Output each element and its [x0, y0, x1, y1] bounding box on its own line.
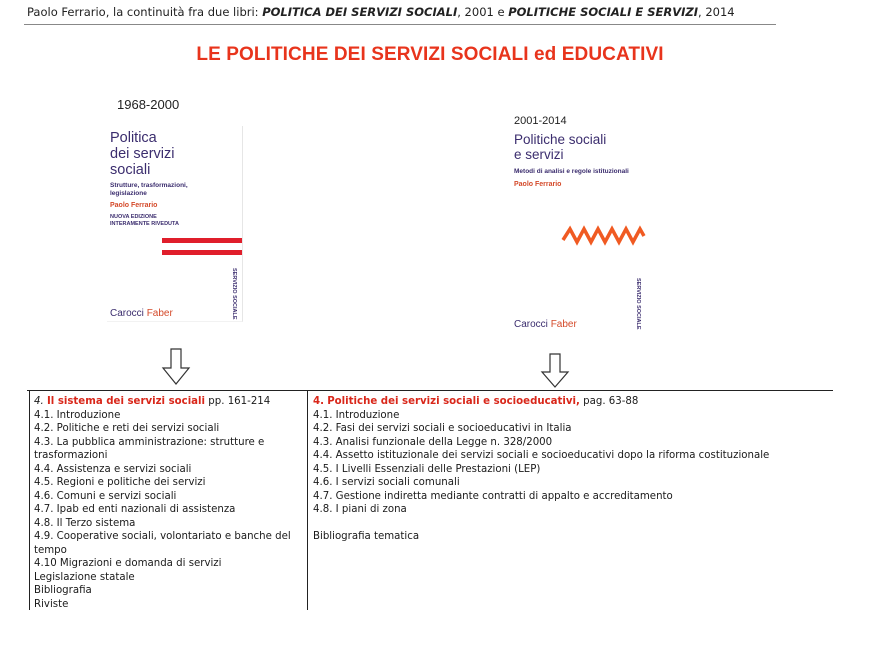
down-arrow-icon — [540, 353, 570, 389]
period-right: 2001-2014 — [514, 115, 567, 127]
header-year2: , 2014 — [698, 5, 735, 19]
chapter-number: 4. — [34, 396, 44, 407]
publisher-imprint: Faber — [146, 308, 173, 319]
header-prefix: Paolo Ferrario, la continuità fra due libri: — [27, 5, 263, 19]
toc-comparison-table — [27, 390, 833, 610]
list-item: Legislazione statale — [34, 571, 135, 583]
publisher-imprint: Faber — [550, 319, 577, 330]
list-item: 4.2. Politiche e reti dei servizi sociali — [34, 423, 220, 434]
book-right-author: Paolo Ferrario — [514, 181, 562, 188]
list-spacer — [313, 517, 835, 531]
publisher-name: Carocci — [514, 319, 551, 330]
chapter-pages: pp. 161-214 — [205, 396, 271, 407]
toc-column-left — [29, 391, 312, 610]
list-item: Bibliografia — [34, 585, 92, 596]
book-left-subtitle: Strutture, trasformazioni, legislazione — [110, 182, 188, 197]
book-cover-left — [107, 126, 243, 322]
book-right-publisher — [514, 319, 577, 330]
list-item: 4.4. Assistenza e servizi sociali — [34, 463, 192, 475]
zigzag-logo-icon — [561, 224, 646, 246]
toc-column-right — [307, 391, 835, 610]
header-divider — [24, 24, 776, 25]
page-title: LE POLITICHE DEI SERVIZI SOCIALI ed EDUCATIVI — [196, 44, 664, 65]
accent-bar-top — [162, 238, 242, 243]
book-left-publisher — [110, 308, 173, 319]
publisher-name: Carocci — [110, 308, 147, 319]
header-caption — [27, 5, 787, 19]
list-item: 4.4. Assetto istituzionale dei servizi sociali e socioeducativi dopo la riforma costituzionale — [313, 450, 770, 461]
toc-right-heading — [313, 395, 835, 409]
header-book1: POLITICA DEI SERVIZI SOCIALI — [262, 5, 458, 19]
list-item: 4.3. La pubblica amministrazione: strutture e trasformazioni — [34, 436, 265, 461]
list-item: 4.7. Gestione indiretta mediante contratti di appalto e accreditamento — [313, 490, 673, 502]
book-left-edition: NUOVA EDIZIONE INTERAMENTE RIVEDUTA — [110, 214, 179, 227]
book-right-series: SERVIZIO SOCIALE — [635, 278, 641, 330]
list-item: 4.3. Analisi funzionale della Legge n. 328/2000 — [313, 436, 553, 448]
list-item: 4.7. Ipab ed enti nazionali di assistenza — [34, 504, 236, 515]
header-book2: POLITICHE SOCIALI E SERVIZI — [508, 5, 699, 19]
list-item: 4.8. Il Terzo sistema — [34, 517, 136, 529]
list-item: Riviste — [34, 598, 69, 610]
list-item: 4.8. I piani di zona — [313, 504, 407, 515]
list-item: 4.1. Introduzione — [34, 409, 121, 421]
list-item: 4.10 Migrazioni e domanda di servizi — [34, 558, 222, 569]
chapter-title: Politiche dei servizi sociali e socioeducativi, — [327, 396, 580, 407]
header-year1: , 2001 e — [457, 5, 509, 19]
book-left-series: SERVIZIO SOCIALE — [231, 268, 237, 320]
period-left: 1968-2000 — [117, 97, 180, 112]
accent-bar-bottom — [162, 250, 242, 255]
chapter-title: Il sistema dei servizi sociali — [46, 396, 206, 407]
list-item: 4.1. Introduzione — [313, 409, 400, 421]
equals-logo-icon — [162, 236, 242, 258]
list-item: 4.5. I Livelli Essenziali delle Prestazioni (LEP) — [313, 463, 541, 475]
book-left-title: Politica dei servizi sociali — [110, 130, 175, 178]
list-item: 4.2. Fasi dei servizi sociali e socioeducativi in Italia — [313, 423, 572, 434]
chapter-pages: pag. 63-88 — [579, 396, 639, 407]
book-left-author: Paolo Ferrario — [110, 202, 158, 209]
list-item: 4.6. I servizi sociali comunali — [313, 477, 460, 488]
book-right-title: Politiche sociali e servizi — [514, 132, 607, 162]
list-item: 4.9. Cooperative sociali, volontariato e banche del tempo — [34, 531, 291, 556]
down-arrow-icon — [161, 348, 191, 386]
toc-left-heading — [34, 395, 312, 409]
list-item: 4.5. Regioni e politiche dei servizi — [34, 477, 206, 488]
bibliography-item: Bibliografia tematica — [313, 531, 420, 542]
book-cover-right — [511, 130, 651, 335]
zigzag-line — [563, 229, 644, 242]
chapter-number: 4. — [313, 396, 324, 407]
list-item: 4.6. Comuni e servizi sociali — [34, 490, 177, 502]
book-right-subtitle: Metodi di analisi e regole istituzionali — [514, 168, 629, 175]
